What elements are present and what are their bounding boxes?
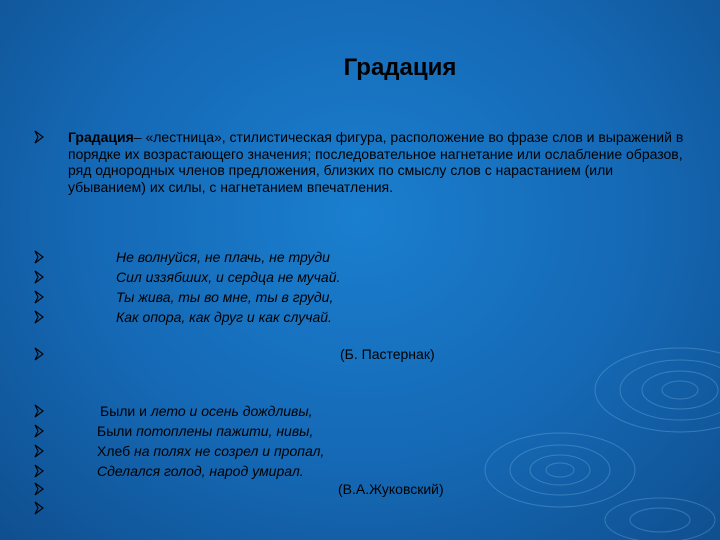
poem2-line-1: Были и лето и осень дождливы, <box>100 403 313 419</box>
poem2-author: (В.А.Жуковский) <box>338 481 444 497</box>
arrow-bullet-icon <box>34 130 44 144</box>
arrow-bullet-icon <box>34 464 44 478</box>
arrow-bullet-icon <box>34 290 44 304</box>
poem1-line-1: Не волнуйся, не плачь, не труди <box>116 249 330 265</box>
definition-paragraph <box>68 129 688 195</box>
arrow-bullet-icon <box>34 424 44 438</box>
arrow-bullet-icon <box>34 444 44 458</box>
arrow-bullet-icon <box>34 270 44 284</box>
slide-title: Градация <box>343 54 457 81</box>
poem1-author: (Б. Пастернак) <box>340 346 435 362</box>
arrow-bullet-icon <box>34 501 44 515</box>
definition-term: Градация <box>68 129 134 145</box>
poem1-line-3: Ты жива, ты во мне, ты в груди, <box>116 289 334 305</box>
arrow-bullet-icon <box>34 250 44 264</box>
arrow-bullet-icon <box>34 310 44 324</box>
poem1-line-2: Сил иззябших, и сердца не мучай. <box>116 269 341 285</box>
poem2-line-4: Сделался голод, народ умирал. <box>97 463 304 479</box>
poem1-line-4: Как опора, как друг и как случай. <box>116 309 332 325</box>
arrow-bullet-icon <box>34 347 44 361</box>
definition-body: – «лестница», стилистическая фигура, расположение во фразе слов и выражений в порядке их возрастающего значения; последовательное нагнетание или ослабление образов, ряд однородных членов предложения, близких по смыслу слов с нарастанием (или убыванием) их силы, с нагнетанием впечатления. <box>68 129 684 195</box>
arrow-bullet-icon <box>34 404 44 418</box>
arrow-bullet-icon <box>34 482 44 496</box>
poem2-line-2: Были потоплены пажити, нивы, <box>97 423 314 439</box>
poem2-line-3: Хлеб на полях не созрел и пропал, <box>97 443 325 459</box>
